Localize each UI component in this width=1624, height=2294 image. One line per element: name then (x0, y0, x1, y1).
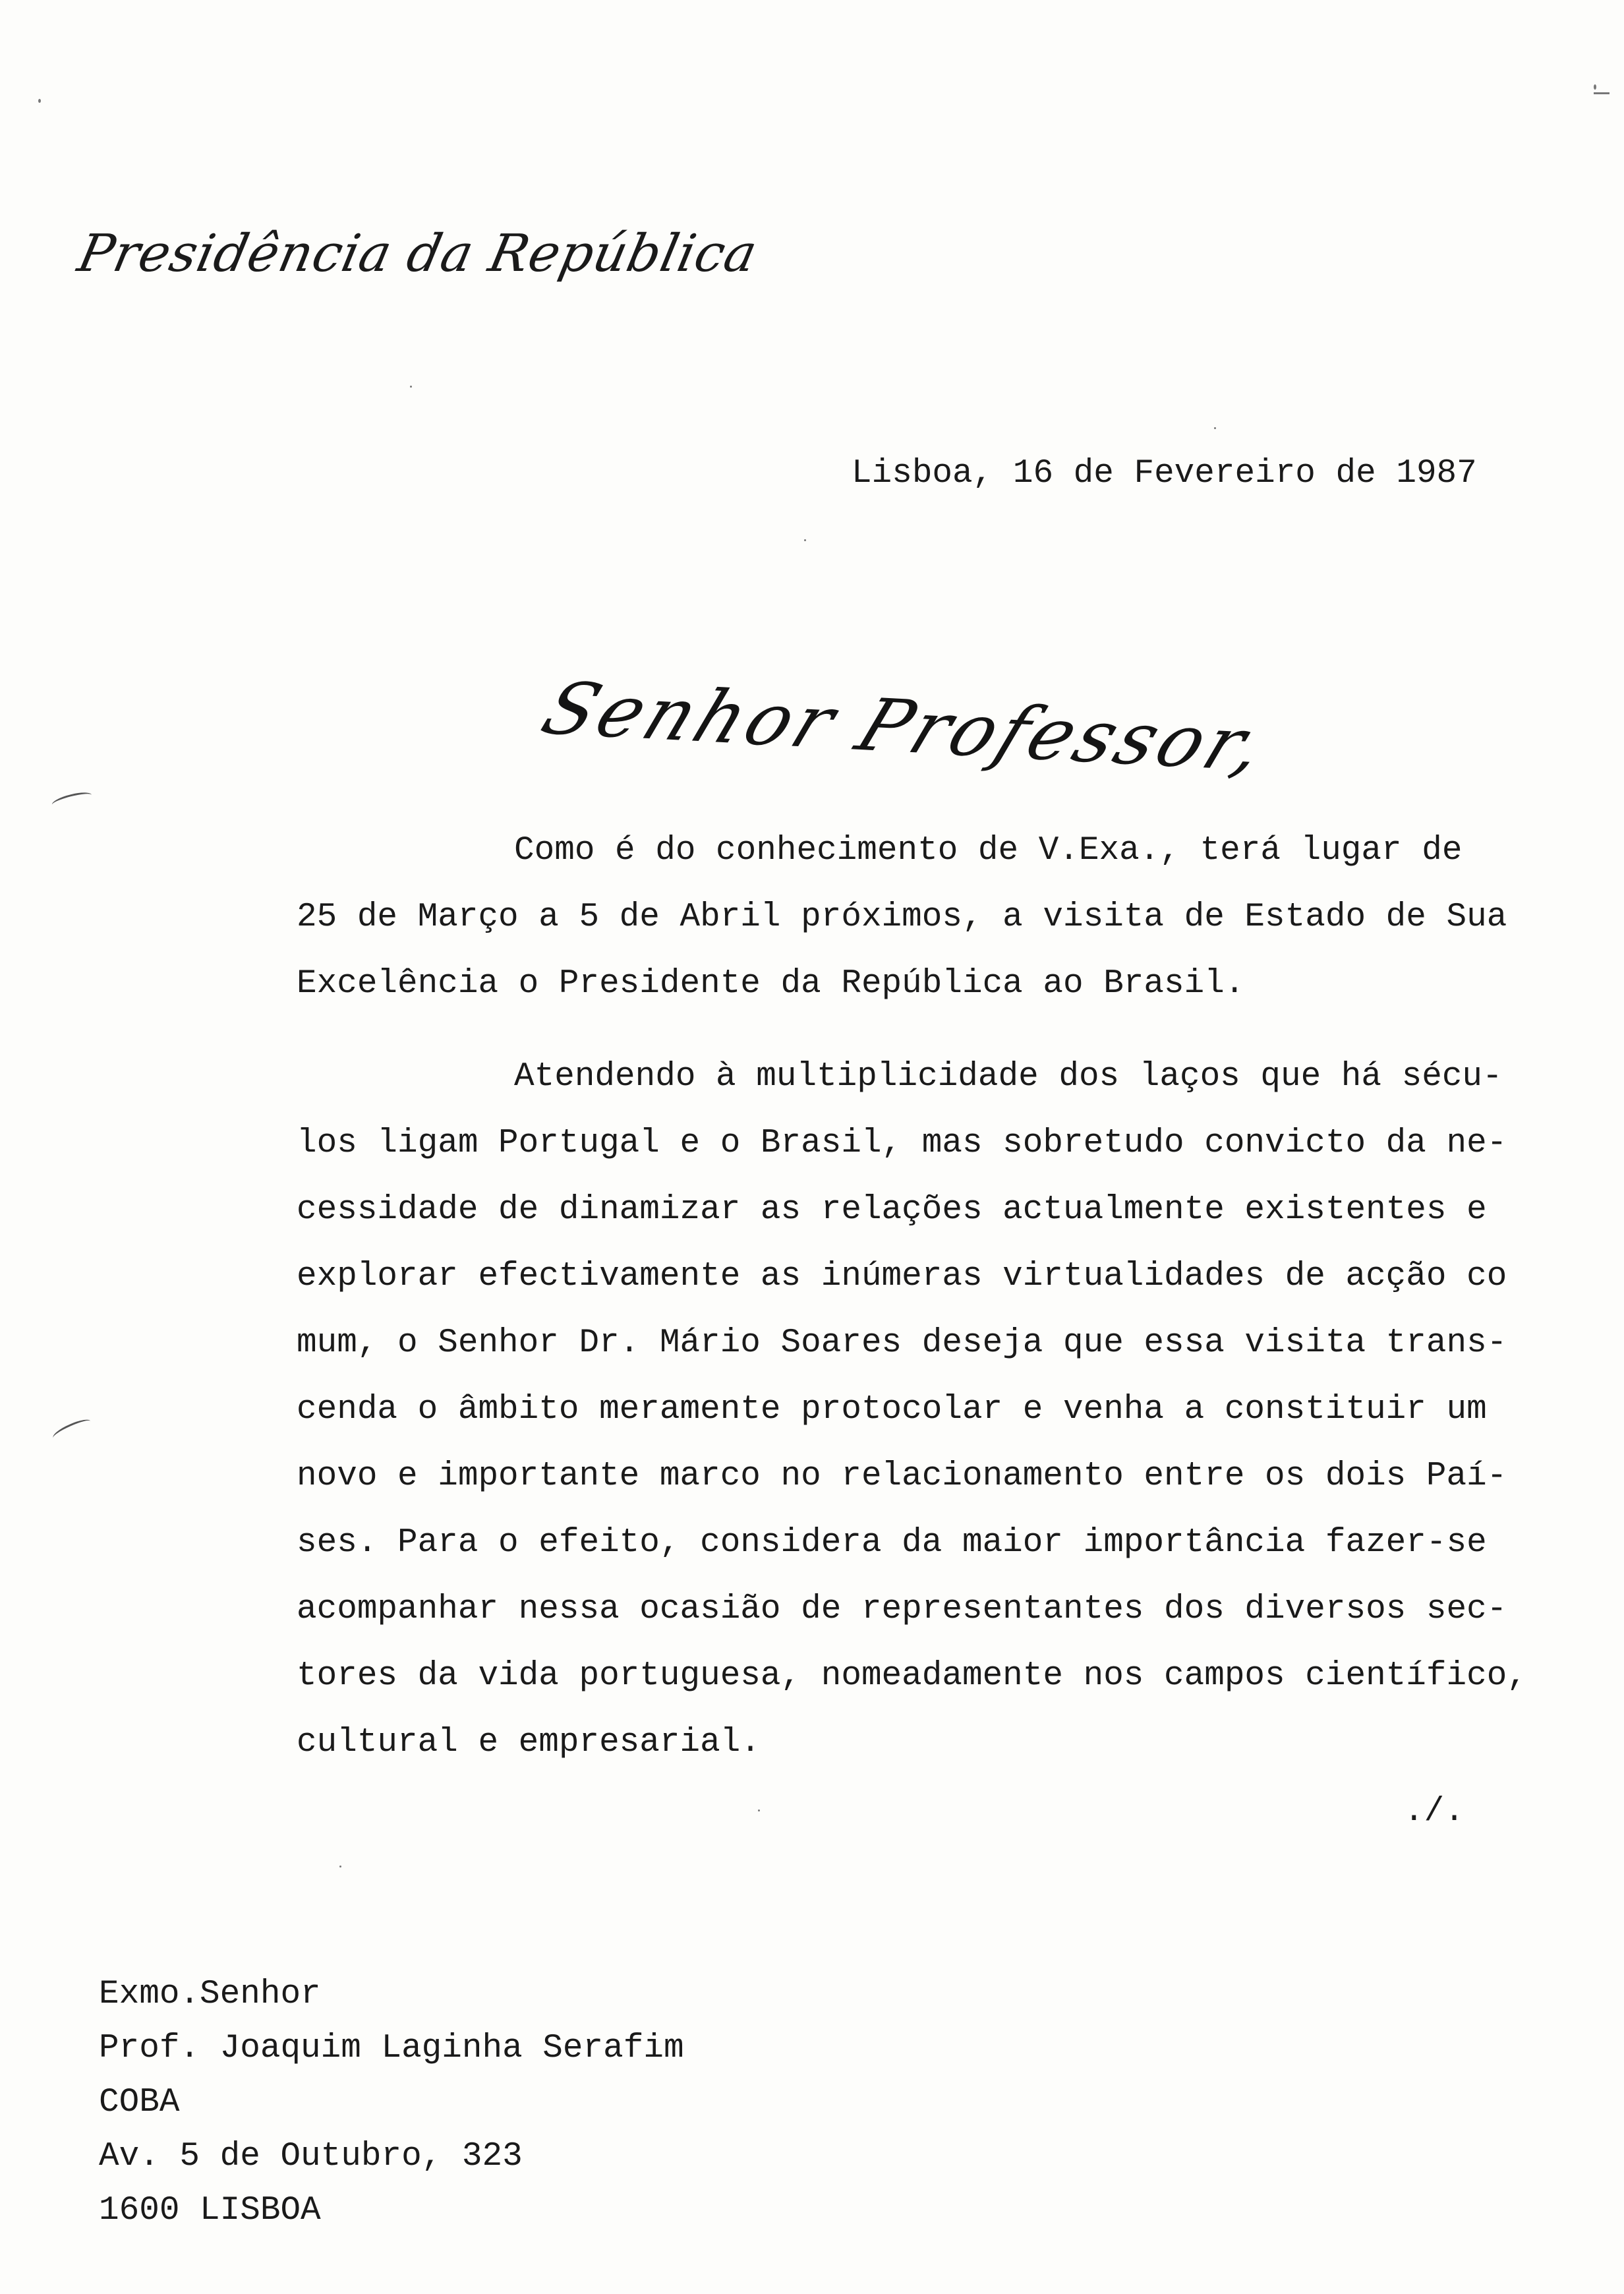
scan-speck (1214, 427, 1216, 429)
address-line: COBA (99, 2084, 180, 2121)
letterhead-script: Presidência da República (72, 224, 763, 283)
continuation-mark: ./. (1404, 1793, 1464, 1831)
body-line: explorar efectivamente as inúmeras virtualidades de acção co (297, 1258, 1507, 1295)
scan-mark (51, 1416, 93, 1443)
paragraph-gap (297, 1017, 1496, 1044)
address-line: 1600 LISBOA (99, 2192, 321, 2229)
body-line: 25 de Março a 5 de Abril próximos, a visita de Estado de Sua (297, 898, 1507, 936)
body-line: cessidade de dinamizar as relações actualmente existentes e (297, 1191, 1487, 1229)
scan-speck (339, 1866, 341, 1868)
body-line: acompanhar nessa ocasião de representantes dos diversos sec- (297, 1591, 1507, 1628)
body-line: cenda o âmbito meramente protocolar e venha a constituir um (297, 1391, 1487, 1428)
scan-speck (38, 99, 41, 103)
address-line: Exmo.Senhor (99, 1976, 321, 2013)
scan-speck (804, 539, 806, 541)
scan-speck (1594, 92, 1610, 94)
handwritten-salutation: Senhor Professor, (531, 666, 1281, 787)
body-line: novo e importante marco no relacionamento entre os dois Paí- (297, 1457, 1507, 1495)
dateline: Lisboa, 16 de Fevereiro de 1987 (852, 455, 1477, 492)
body-line: los ligam Portugal e o Brasil, mas sobretudo convicto da ne- (297, 1125, 1507, 1162)
scan-speck (410, 386, 412, 388)
address-line: Av. 5 de Outubro, 323 (99, 2138, 523, 2175)
scan-speck (1594, 84, 1596, 90)
body-line: mum, o Senhor Dr. Mário Soares deseja que essa visita trans- (297, 1324, 1507, 1362)
scan-mark (51, 790, 93, 810)
letter-body (297, 817, 1527, 1776)
body-line: Excelência o Presidente da República ao Brasil. (297, 965, 1245, 1003)
recipient-address (99, 1968, 684, 2238)
body-line: cultural e empresarial. (297, 1724, 761, 1761)
body-line: Atendendo à multiplicidade dos laços que há sécu- (514, 1058, 1503, 1096)
scan-speck (758, 1809, 760, 1811)
body-line: ses. Para o efeito, considera da maior importância fazer-se (297, 1524, 1487, 1562)
body-line: tores da vida portuguesa, nomeadamente nos campos científico, (297, 1657, 1527, 1695)
paragraph-2 (297, 1044, 1527, 1776)
address-line: Prof. Joaquim Laginha Serafim (99, 2030, 684, 2067)
body-line: Como é do conhecimento de V.Exa., terá lugar de (514, 832, 1463, 869)
paragraph-1 (297, 817, 1507, 1017)
